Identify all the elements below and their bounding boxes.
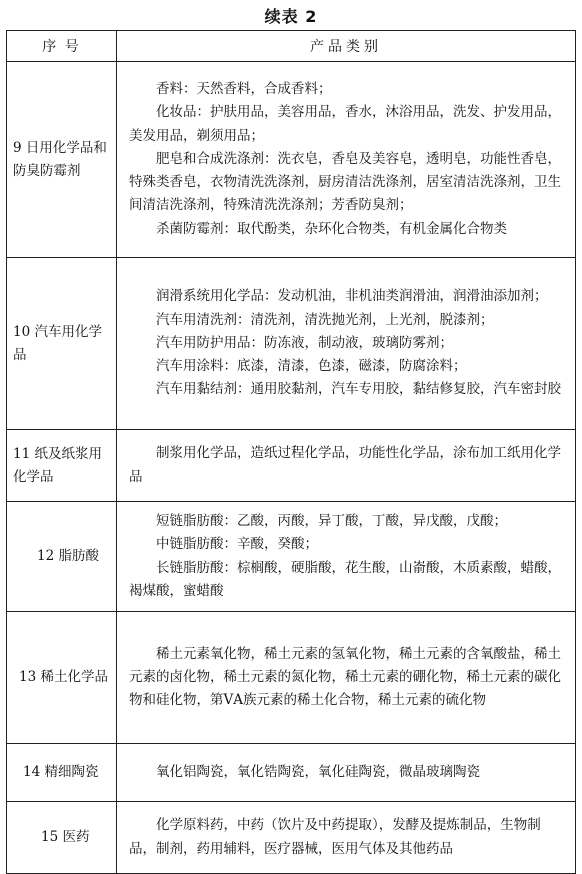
table-row xyxy=(7,502,576,612)
table-row xyxy=(7,612,576,744)
row-seq-cell xyxy=(7,430,117,502)
category-paragraph: 香料：天然香料，合成香料； xyxy=(156,80,332,97)
seq-column-header xyxy=(7,31,117,62)
category-paragraph: 润滑系统用化学品：发动机油，非机油类润滑油，润滑油添加剂； xyxy=(156,288,548,305)
category-paragraph: 短链脂肪酸：乙酸，丙酸，异丁酸，丁酸，异戊酸，戊酸； xyxy=(156,512,507,529)
row-seq-label: 10 汽车用化学品 xyxy=(13,323,102,363)
category-paragraph: 化学原料药，中药（饮片及中药提取），发酵及提炼制品，生物制品，制剂，药用辅料，医疗器械，医用气体及其他药品 xyxy=(129,817,541,857)
row-seq-label: 9 日用化学品和防臭防霉剂 xyxy=(13,139,107,179)
category-paragraph: 汽车用清洗剂：清洗剂，清洗抛光剂，上光剂，脱漆剂； xyxy=(156,311,494,328)
row-seq-cell xyxy=(7,258,117,430)
category-paragraph: 汽车用涂料：底漆，清漆，色漆，磁漆，防腐涂料； xyxy=(156,358,467,375)
row-category-cell xyxy=(117,430,576,502)
category-paragraph: 氧化铝陶瓷，氧化锆陶瓷，氧化硅陶瓷，微晶玻璃陶瓷 xyxy=(156,763,480,780)
category-paragraph: 汽车用防护用品：防冻液，制动液，玻璃防雾剂； xyxy=(156,334,453,351)
table-row xyxy=(7,744,576,802)
row-seq-cell xyxy=(7,802,117,874)
table-row xyxy=(7,62,576,258)
row-category-cell xyxy=(117,612,576,744)
seq-header-label: 序 号 xyxy=(42,39,81,55)
row-seq-cell xyxy=(7,612,117,744)
table-title: 续表 2 xyxy=(264,7,318,26)
category-paragraph: 化妆品：护肤用品，美容用品，香水，沐浴用品，洗发、护发用品，美发用品，剃须用品； xyxy=(129,104,561,144)
row-category-cell xyxy=(117,258,576,430)
row-category-cell xyxy=(117,62,576,258)
table-header-row xyxy=(7,31,576,62)
category-paragraph: 杀菌防霉剂：取代酚类，杂环化合物类，有机金属化合物类 xyxy=(156,220,507,237)
table-row xyxy=(7,802,576,874)
category-paragraph: 肥皂和合成洗涤剂：洗衣皂，香皂及美容皂，透明皂，功能性香皂，特殊类香皂，衣物清洗洗涤剂，厨房清洁洗涤剂，居室清洁洗涤剂，卫生间清洁洗涤剂，特殊清洗洗涤剂；芳香防臭剂； xyxy=(129,150,561,214)
product-category-table xyxy=(6,30,576,874)
row-seq-label: 13 稀土化学品 xyxy=(19,669,108,685)
row-seq-label: 11 纸及纸浆用化学品 xyxy=(13,445,102,485)
table-row xyxy=(7,430,576,502)
category-column-header xyxy=(117,31,576,62)
row-seq-cell xyxy=(7,502,117,612)
category-paragraph: 汽车用黏结剂：通用胶黏剂，汽车专用胶，黏结修复胶，汽车密封胶 xyxy=(156,381,561,398)
row-category-cell xyxy=(117,502,576,612)
category-paragraph: 稀土元素氧化物，稀土元素的氢氧化物，稀土元素的含氧酸盐，稀土元素的卤化物，稀土元素的氮化物，稀土元素的硼化物，稀土元素的碳化物和硅化物，第ⅤA族元素的稀土化合物，稀土元素的硫化物 xyxy=(129,645,561,709)
row-seq-label: 15 医药 xyxy=(41,829,90,845)
row-seq-label: 12 脂肪酸 xyxy=(37,548,99,564)
row-seq-label: 14 精细陶瓷 xyxy=(23,764,99,780)
table-row xyxy=(7,258,576,430)
row-category-cell xyxy=(117,744,576,802)
category-paragraph: 制浆用化学品，造纸过程化学品，功能性化学品，涂布加工纸用化学品 xyxy=(129,445,561,485)
row-seq-cell xyxy=(7,744,117,802)
category-paragraph: 长链脂肪酸：棕榈酸，硬脂酸，花生酸，山嵛酸，木质素酸，蜡酸，褐煤酸，蜜蜡酸 xyxy=(129,559,561,599)
row-category-cell xyxy=(117,802,576,874)
category-paragraph: 中链脂肪酸：辛酸，癸酸； xyxy=(156,536,318,553)
row-seq-cell xyxy=(7,62,117,258)
category-header-label: 产品类别 xyxy=(310,39,382,55)
